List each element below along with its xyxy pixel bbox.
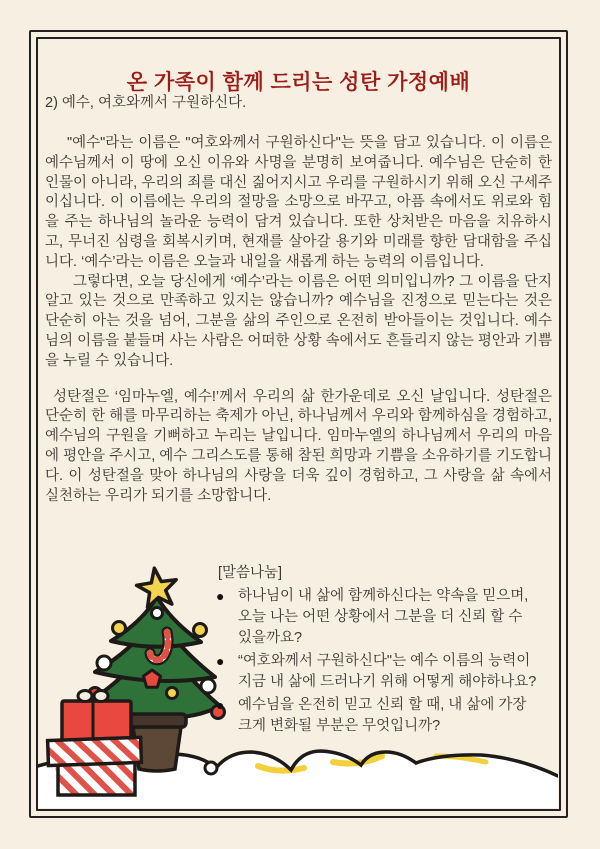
question-item [216, 695, 554, 737]
bullet-icon: ● [216, 697, 225, 713]
question-text: 예수님을 온전히 믿고 신뢰 할 때, 내 삶에 가장 크게 변화될 부분은 무엇입니까? [238, 697, 527, 734]
body-paragraph-1: "예수"라는 이름은 "여호와께서 구원하신다"는 뜻을 담고 있습니다. 이 이름은 예수님께서 이 땅에 오신 이유와 사명을 분명히 보여줍니다. 예수님은 단순히 한 인물이 아니라, 우리의 죄를 대신 짊어지시고 우리를 구원하시기 위해 오신 구세주이십니다. 이 이름에는 우리의 절망을 소망으로 바꾸고, 아픔 속에서도 위로와 힘을 주는 하나님의 놀라운 능력이 담겨 있습니다. 또한 상처받은 마음을 치유하시고, 무너진 심령을 회복시키며, 현재를 살아갈 용기와 미래를 향한 담대함을 주십니다. ‘예수’라는 이름은 오늘과 내일을 새롭게 하는 능력의 이름입니다. [45, 135, 552, 270]
gift-boxes [48, 691, 142, 796]
ornament-yellow [113, 622, 126, 635]
ribbon-bow-right [94, 691, 108, 702]
ornament-red-pentagon [143, 670, 160, 687]
question-text: “여호와께서 구원하신다"는 예수 이름의 능력이 지금 내 삶에 드러나기 위해 어떻게 해야하나요? [238, 653, 537, 690]
question-list [216, 586, 554, 737]
sharing-section [216, 563, 554, 739]
tree-pot-rim [128, 714, 186, 727]
body-text [45, 134, 552, 506]
bullet-icon: ● [216, 653, 225, 669]
ribbon-bow-left [78, 691, 92, 702]
gift-box-striped-lid [48, 737, 142, 765]
bullet-icon: ● [216, 588, 225, 604]
ornament-yellow [167, 688, 178, 699]
body-paragraph-3: 성탄절은 ‘임마누엘, 예수!’께서 우리의 삶 한가운데로 오신 날입니다. 성탄절은 단순히 한 해를 마무리하는 축제가 아닌, 하나님께서 우리와 함께하심을 경험하고, 예수님의 구원을 기뻐하고 누리는 날입니다. 임마누엘의 하나님께서 우리의 마음에 평안을 주시고, 예수 그리스도를 통해 참된 희망과 기쁨을 소유하기를 기도합니다. 이 성탄절을 맞아 하나님의 사랑을 더욱 깊이 경험하고, 그 사랑을 삶 속에서 실천하는 우리가 되기를 소망합니다. [45, 388, 552, 504]
tree-tier-top [111, 597, 201, 647]
question-text: 하나님이 내 삶에 함께하신다는 약속을 믿으며, 오늘 나는 어떤 상황에서 그분을 더 신뢰 할 수 있을까요? [238, 588, 529, 646]
question-item [216, 586, 554, 649]
question-item [216, 651, 554, 693]
gift-box-striped-body [58, 762, 135, 795]
ornament-white-on-snow [205, 762, 217, 774]
body-paragraph-2: 그렇다면, 오늘 당신에게 ‘예수’라는 이름은 어떤 의미입니까? 그 이름을 단지 알고 있는 것으로 만족하고 있지는 않습니까? 예수님을 진정으로 믿는다는 것은 단순히 아는 것을 넘어, 그분을 삶의 주인으로 온전히 받아들이는 것입니다. 예수님의 이름을 붙들며 사는 사람은 어떠한 상황 속에서도 흔들리지 않는 평안과 기쁨을 누릴 수 있습니다. [45, 273, 552, 369]
ornament-yellow [194, 624, 207, 637]
sharing-heading: [말씀나눔] [218, 565, 283, 581]
ornament-white [97, 656, 111, 670]
section-heading: 2) 예수, 여호와께서 구원하신다. [45, 95, 247, 111]
ornament-white [201, 679, 215, 693]
page-title: 온 가족이 함께 드리는 성탄 가정예배 [126, 71, 471, 95]
ornament-white [152, 608, 163, 619]
